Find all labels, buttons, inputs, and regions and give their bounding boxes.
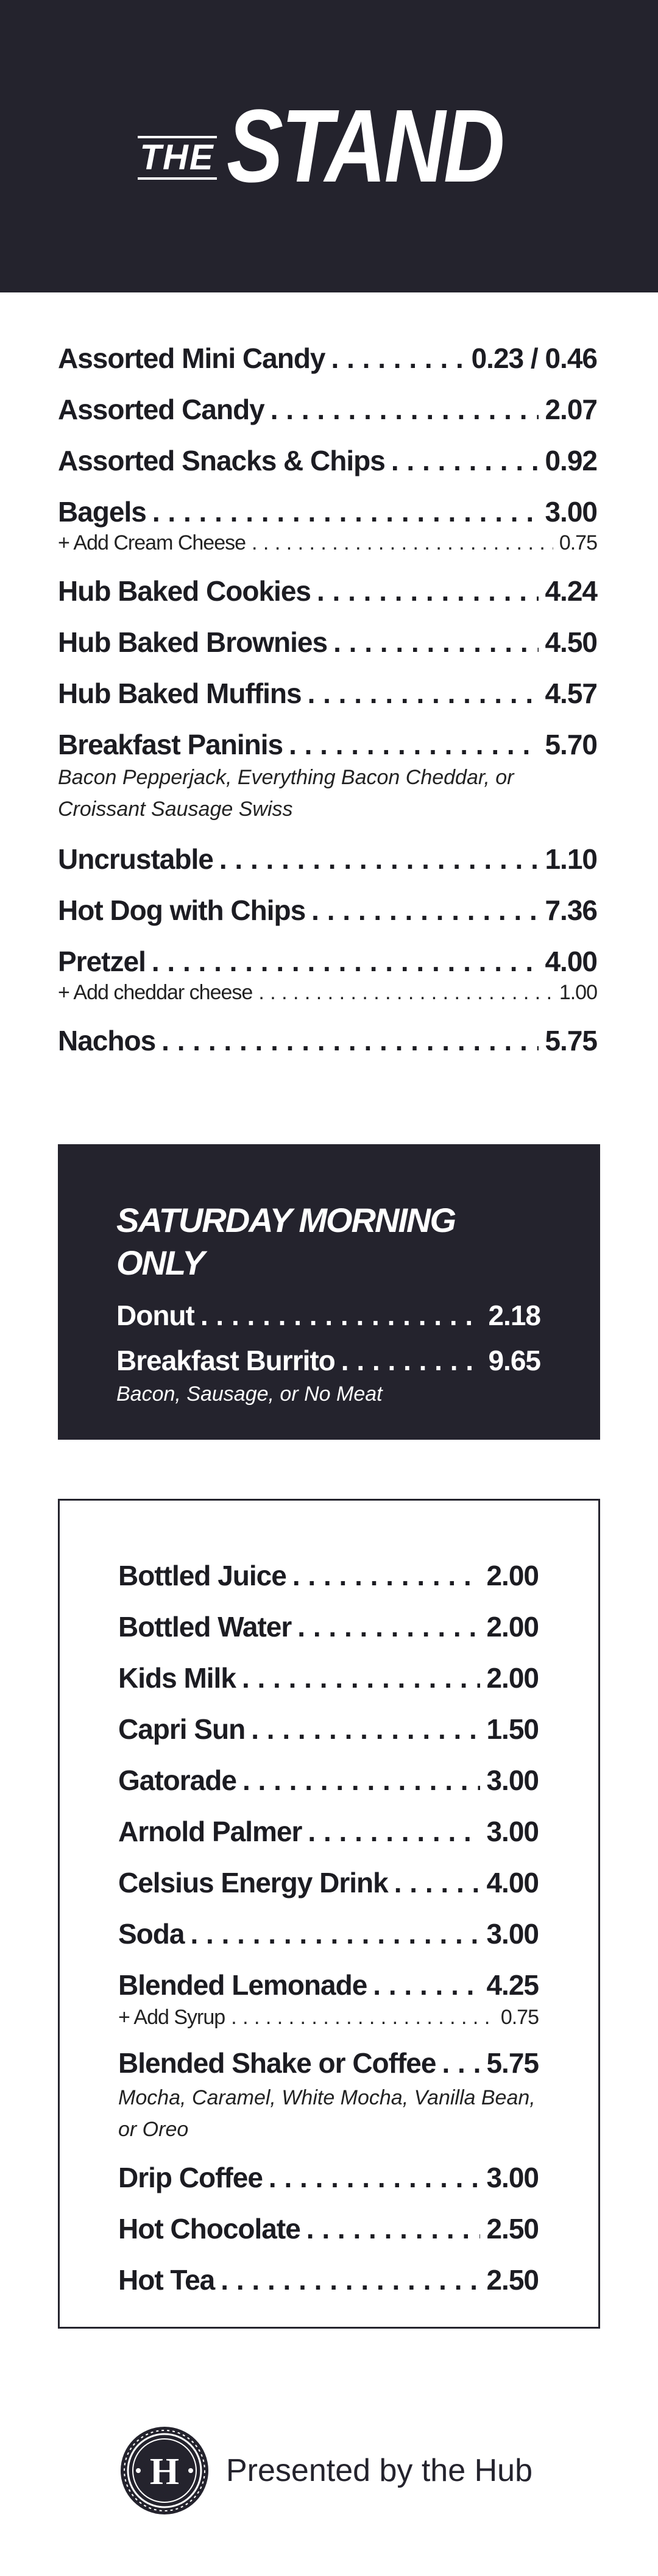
menu-item-line [118,2044,539,2082]
item-price: 2.00 [486,1560,539,1591]
drink-item-celsius-energy-drink [118,1864,539,1902]
item-price: 2.50 [486,2264,539,2296]
drink-item-bottled-water [118,1608,539,1646]
item-price: 2.50 [486,2213,539,2245]
item-name: Nachos [58,1025,156,1056]
item-name: Assorted Candy [58,394,264,425]
dot-leader [306,2210,481,2248]
dot-leader [269,2159,481,2196]
item-price: 1.10 [545,843,597,875]
menu-item-line [58,842,597,876]
item-price: 4.24 [545,575,597,607]
dot-leader [200,1297,483,1334]
item-name: Assorted Mini Candy [58,342,325,374]
item-name: Blended Lemonade [118,1969,367,2001]
drink-item-arnold-palmer [118,1813,539,1850]
menu-item-line [118,1557,539,1594]
dot-leader [317,574,539,608]
dot-leader [221,2261,480,2299]
menu-item-line [118,2159,539,2196]
menu-item-line [58,625,597,659]
menu-item-hub-baked-brownies [58,625,597,659]
item-name: Drip Coffee [118,2162,263,2193]
addon-price: 0.75 [500,2006,539,2029]
item-name: Blended Shake or Coffee [118,2047,436,2079]
saturday-item-breakfast-burrito [116,1342,540,1409]
menu-item-line [116,1297,540,1334]
drink-item-gatorade [118,1761,539,1799]
menu-item-line [58,444,597,478]
item-name: Capri Sun [118,1713,246,1745]
item-price: 5.75 [545,1025,597,1056]
addon-name: + Add cheddar cheese [58,981,253,1004]
drink-item-blended-shake-or-coffee [118,2044,539,2145]
menu-item-line [118,1710,539,1748]
item-price: 3.00 [545,496,597,528]
menu-item-line [58,893,597,927]
dot-leader [219,842,539,876]
drink-item-bottled-juice [118,1557,539,1594]
dot-leader [242,1659,481,1697]
item-name: Hot Chocolate [118,2213,300,2245]
dot-leader [231,2004,495,2031]
menu-item-assorted-mini-candy [58,341,597,375]
menu-item-assorted-snacks-chips [58,444,597,478]
item-price: 7.36 [545,894,597,926]
item-name: Kids Milk [118,1662,236,1694]
dot-leader [442,2044,480,2082]
addon-price: 1.00 [559,981,597,1004]
dot-leader [271,392,539,426]
item-name: Donut [116,1300,194,1331]
item-name: Hot Tea [118,2264,215,2296]
dot-leader [242,1761,481,1799]
addon-name: + Add Cream Cheese [58,531,246,554]
saturday-menu-list [116,1297,540,1409]
item-name: Pretzel [58,946,146,977]
menu-item-assorted-candy [58,392,597,426]
dot-leader [190,1915,480,1953]
menu-item-line [58,574,597,608]
addon-line [58,529,597,557]
item-price: 5.75 [486,2047,539,2079]
dot-leader [251,1710,480,1748]
menu-item-line [118,1608,539,1646]
item-price: 1.50 [486,1713,539,1745]
saturday-heading: SATURDAY MORNING ONLY [116,1201,455,1282]
item-price: 2.00 [486,1611,539,1643]
item-name: Bottled Water [118,1611,292,1643]
logo-stand-text: STAND [226,88,503,204]
dot-leader [152,944,539,978]
item-price: 0.92 [545,445,597,476]
menu-item-line [118,1864,539,1902]
drink-item-soda [118,1915,539,1953]
menu-item-line [58,341,597,375]
item-price: 4.00 [486,1867,539,1898]
menu-item-hot-dog-with-chips [58,893,597,927]
dot-leader [373,1966,480,2004]
item-price: 4.25 [486,1969,539,2001]
menu-item-line [118,1659,539,1697]
menu-item-line [58,727,597,762]
item-price: 5.70 [545,729,597,760]
item-name: Hub Baked Muffins [58,678,302,709]
addon-line [58,978,597,1007]
item-name: Hub Baked Cookies [58,575,311,607]
drinks-menu-list [58,1499,600,2329]
drink-item-hot-chocolate [118,2210,539,2248]
item-name: Breakfast Burrito [116,1345,335,1376]
dot-leader [394,1864,481,1902]
item-price: 0.23 / 0.46 [471,342,597,374]
menu-item-line [118,2261,539,2299]
item-price: 2.00 [486,1662,539,1694]
item-name: Breakfast Paninis [58,729,283,760]
item-name: Hub Baked Brownies [58,626,328,658]
menu-item-pretzel [58,944,597,1007]
addon-price: 0.75 [559,531,597,554]
logo-the-text: THE [138,136,217,180]
menu-item-line [118,1966,539,2004]
menu-item-line [58,1024,597,1058]
menu-item-hub-baked-cookies [58,574,597,608]
item-name: Celsius Energy Drink [118,1867,388,1898]
dot-leader [252,529,553,557]
drink-item-drip-coffee [118,2159,539,2196]
dot-leader [331,341,465,375]
footer [119,2422,532,2519]
menu-item-line [118,1915,539,1953]
drink-item-capri-sun [118,1710,539,1748]
menu-item-line [118,1813,539,1850]
item-description: Bacon Pepperjack, Everything Bacon Cheddar, or Croissant Sausage Swiss [58,766,514,821]
dot-leader [289,727,539,762]
item-description: Bacon, Sausage, or No Meat [116,1382,383,1406]
menu-item-hub-baked-muffins [58,676,597,710]
dot-leader [311,893,539,927]
item-name: Uncrustable [58,843,213,875]
dot-leader [292,1557,481,1594]
item-price: 9.65 [488,1345,540,1376]
dot-leader [297,1608,480,1646]
item-name: Hot Dog with Chips [58,894,306,926]
saturday-item-donut [116,1297,540,1334]
item-price: 3.00 [486,1816,539,1847]
dot-leader [308,1813,480,1850]
addon-line [118,2004,539,2031]
item-price: 3.00 [486,1764,539,1796]
drink-item-kids-milk [118,1659,539,1697]
the-stand-logo [138,88,521,204]
dot-leader [333,625,539,659]
item-price: 3.00 [486,2162,539,2193]
menu-item-line [58,944,597,978]
drink-item-hot-tea [118,2261,539,2299]
item-name: Gatorade [118,1764,236,1796]
dot-leader [152,495,539,529]
presented-by-text: Presented by the Hub [226,2453,532,2488]
hub-logo-letter: H [149,2451,180,2493]
menu-item-line [118,2210,539,2248]
saturday-morning-section [58,1144,600,1440]
item-price: 2.18 [488,1300,540,1331]
menu-item-breakfast-paninis [58,727,597,825]
addon-name: + Add Syrup [118,2006,225,2029]
menu-item-line [116,1342,540,1379]
menu-item-line [118,1761,539,1799]
menu-item-uncrustable [58,842,597,876]
item-description: Mocha, Caramel, White Mocha, Vanilla Bean, or Oreo [118,2086,536,2141]
menu-item-line [58,495,597,529]
menu-item-line [58,392,597,426]
dot-leader [258,978,553,1007]
menu-item-line [58,676,597,710]
item-price: 4.50 [545,626,597,658]
item-name: Assorted Snacks & Chips [58,445,385,476]
item-price: 3.00 [486,1918,539,1950]
item-name: Bagels [58,496,146,528]
dot-leader [391,444,539,478]
hub-logo-icon [119,2425,210,2516]
menu-item-nachos [58,1024,597,1058]
dot-leader [161,1024,539,1058]
dot-leader [341,1342,483,1379]
item-price: 4.00 [545,946,597,977]
item-name: Soda [118,1918,185,1950]
header-banner [0,0,658,292]
item-name: Bottled Juice [118,1560,286,1591]
item-price: 2.07 [545,394,597,425]
food-menu-list [58,341,597,1075]
menu-item-bagels [58,495,597,557]
drink-item-blended-lemonade [118,1966,539,2031]
item-name: Arnold Palmer [118,1816,302,1847]
dot-leader [308,676,539,710]
item-price: 4.57 [545,678,597,709]
